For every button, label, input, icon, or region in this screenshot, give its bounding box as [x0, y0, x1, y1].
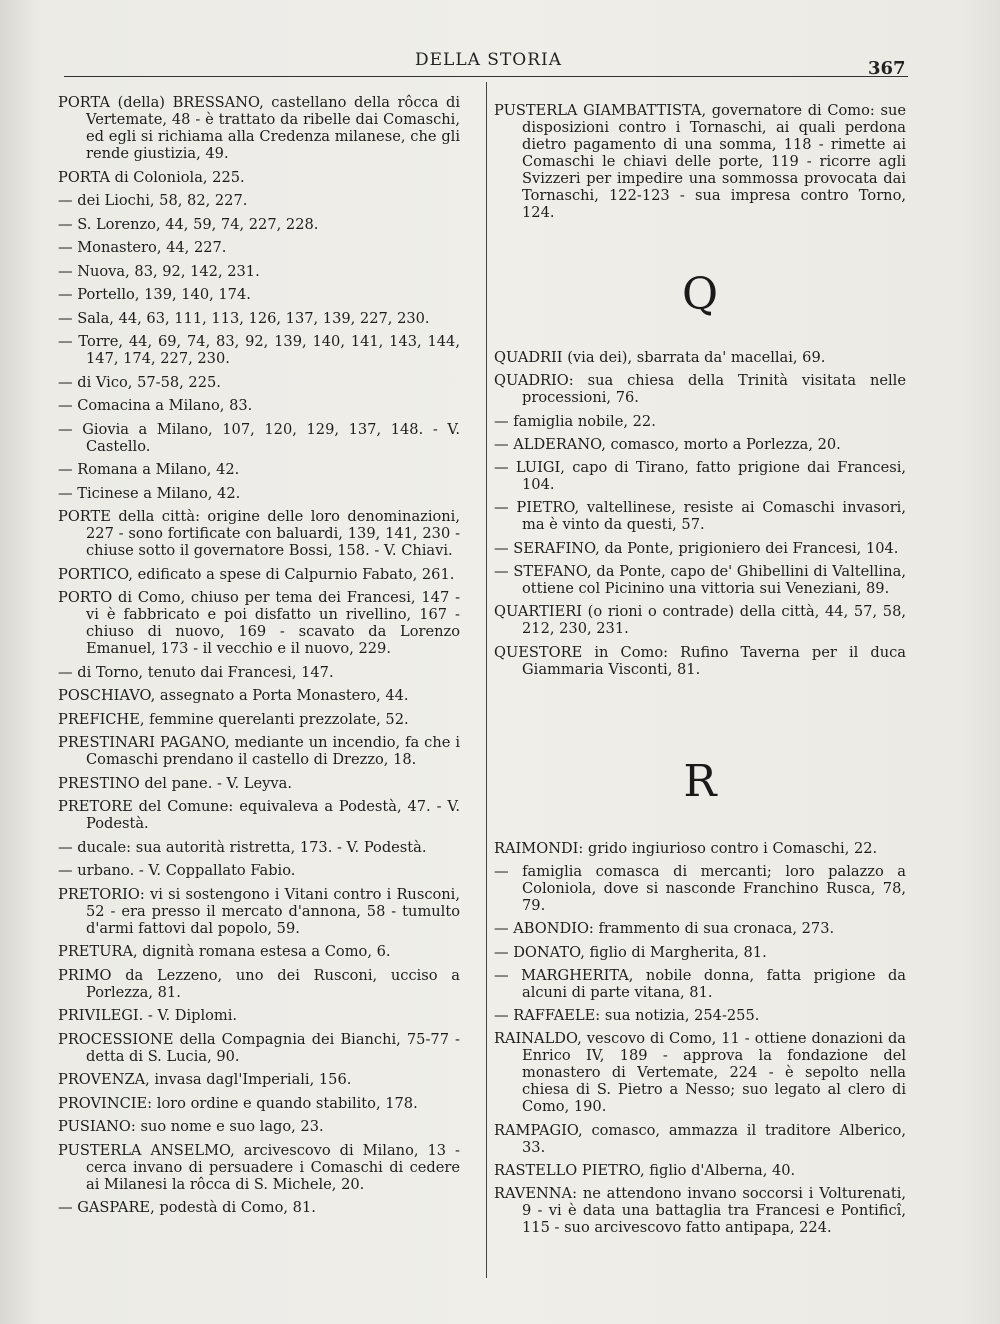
column-divider [486, 82, 487, 1278]
index-entry: — MARGHERITA, nobile donna, fatta prigione da alcuni di parte vitana, 81. [494, 966, 906, 1001]
index-entry: — Comacina a Milano, 83. [58, 397, 253, 414]
index-entry: — ALDERANO, comasco, morto a Porlezza, 20. [494, 435, 841, 453]
index-entry: — famiglia comasca di mercanti; loro palazzo a Coloniola, dove si nasconde Franchino Rusca, 78, 79. [494, 862, 906, 914]
index-entry: — ducale: sua autorità ristretta, 173. - V. Podestà. [58, 838, 427, 856]
index-entry: PORTA di Coloniola, 225. [58, 168, 245, 186]
index-entry: — famiglia nobile, 22. [494, 412, 656, 430]
index-entry: PORTO di Como, chiuso per tema dei Francesi, 147 - vi è fabbricato e poi disfatto un rivellino, 167 - chiuso di nuovo, 169 - scavato da Lorenzo Emanuel, 173 - il vecchio e il nuovo, 229. [58, 589, 460, 657]
index-entry: — Sala, 44, 63, 111, 113, 126, 137, 139, 227, 230. [58, 309, 430, 327]
index-entry: RASTELLO PIETRO, figlio d'Alberna, 40. [494, 1162, 796, 1180]
section-letter-q: Q [681, 269, 719, 320]
section-letter-r: R [683, 755, 717, 807]
index-entry: PORTE della città: origine delle loro denominazioni, 227 - sono fortificate con baluardi, 139, 141, 230 - chiuse sotto il governatore Bossi, 158. - V. Chiavi. [58, 508, 460, 559]
index-entry: — di Torno, tenuto dai Francesi, 147. [58, 663, 334, 681]
index-entry: PRESTINARI PAGANO, mediante un incendio, fa che i Comaschi prendano il castello di Drezzo, 18. [58, 734, 460, 768]
index-entry: — SERAFINO, da Ponte, prigioniero dei Francesi, 104. [494, 539, 899, 557]
index-entry: — Giovia a Milano, 107, 120, 129, 137, 148. - V. Castello. [58, 420, 460, 455]
index-entry: — RAFFAELE: sua notizia, 254-255. [494, 1007, 760, 1025]
index-entry: POSCHIAVO, assegnato a Porta Monastero, 44. [58, 687, 409, 704]
page-number: 367 [868, 58, 906, 79]
index-entry: PROCESSIONE della Compagnia dei Bianchi, 75-77 - detta di S. Lucia, 90. [58, 1030, 460, 1065]
index-entry: QUADRII (via dei), sbarrata da' macellai, 69. [494, 349, 826, 366]
index-entry: RAMPAGIO, comasco, ammazza il traditore Alberico, 33. [494, 1121, 906, 1156]
index-entry: PUSTERLA ANSELMO, arcivescovo di Milano, 13 - cerca invano di persuadere i Comaschi di cedere ai Milanesi la rôcca di S. Michele, 20. [58, 1141, 460, 1193]
index-entry: — S. Lorenzo, 44, 59, 74, 227, 228. [58, 215, 319, 233]
index-entry: — STEFANO, da Ponte, capo de' Ghibellini di Valtellina, ottiene col Picinino una vittoria sui Veneziani, 89. [494, 563, 906, 598]
index-entry: PRETURA, dignità romana estesa a Como, 6. [58, 943, 391, 960]
index-entry: RAIMONDI: grido ingiurioso contro i Comaschi, 22. [494, 839, 878, 857]
index-entry: PREFICHE, femmine querelanti prezzolate, 52. [58, 710, 409, 728]
index-entry: — ABONDIO: frammento di sua cronaca, 273. [494, 920, 835, 938]
index-entry: RAVENNA: ne attendono invano soccorsi i Volturenati, 9 - vi è data una battaglia tra Francesi e Pontificî, 115 - suo arcivescovo fatto antipapa, 224. [494, 1185, 906, 1237]
index-entry: RAINALDO, vescovo di Como, 11 - ottiene donazioni da Enrico IV, 189 - approva la fondazione del monastero di Vertemate, 224 - è sepolto nella chiesa di S. Pietro a Nesso; suo legato al clero di Como, 190. [494, 1030, 906, 1116]
index-entry: — di Vico, 57-58, 225. [58, 373, 221, 391]
index-entry: PRESTINO del pane. - V. Leyva. [58, 774, 292, 792]
index-entry: — Nuova, 83, 92, 142, 231. [58, 262, 260, 280]
index-entry: — Ticinese a Milano, 42. [58, 484, 241, 502]
index-entry: — Romana a Milano, 42. [58, 461, 240, 478]
index-entry: — LUIGI, capo di Tirano, fatto prigione dai Francesi, 104. [494, 459, 906, 494]
index-entry: — DONATO, figlio di Margherita, 81. [494, 943, 767, 961]
index-entry: PORTICO, edificato a spese di Calpurnio Fabato, 261. [58, 565, 455, 583]
index-entry: PRETORE del Comune: equivaleva a Podestà, 47. - V. Podestà. [58, 798, 460, 832]
index-entry: — urbano. - V. Coppallato Fabio. [58, 862, 296, 879]
running-head: DELLA STORIA [415, 50, 563, 70]
index-entry: — GASPARE, podestà di Como, 81. [58, 1199, 316, 1216]
index-entry: — Torre, 44, 69, 74, 83, 92, 139, 140, 141, 143, 144, 147, 174, 227, 230. [58, 333, 460, 367]
index-entry: PRIMO da Lezzeno, uno dei Rusconi, ucciso a Porlezza, 81. [58, 966, 460, 1001]
index-entry: PORTA (della) BRESSANO, castellano della rôcca di Vertemate, 48 - è trattato da ribelle dai Comaschi, ed egli si richiama alla Credenza milanese, che gli rende giustizia, 49. [58, 94, 460, 162]
index-entry: — Monastero, 44, 227. [58, 239, 227, 256]
index-entry: QUESTORE in Como: Rufino Taverna per il duca Giammaria Visconti, 81. [494, 643, 906, 678]
index-entry: QUADRIO: sua chiesa della Trinità visitata nelle processioni, 76. [494, 372, 906, 407]
left-column [58, 94, 460, 1223]
index-entry: PRETORIO: vi si sostengono i Vitani contro i Rusconi, 52 - era presso il mercato d'annona, 58 - tumulto d'armi fattovi dal popolo, 59. [58, 885, 460, 937]
index-entry: PUSIANO: suo nome e suo lago, 23. [58, 1118, 324, 1135]
index-entry: PRIVILEGI. - V. Diplomi. [58, 1007, 238, 1024]
index-entry: — Portello, 139, 140, 174. [58, 286, 251, 303]
index-entry: PUSTERLA GIAMBATTISTA, governatore di Como: sue disposizioni contro i Tornaschi, ai quali perdona dietro pagamento di una somma, 118 - rimette ai Comaschi le chiavi delle porte, 119 - ricorre agli Svizzeri per impedire una sommossa provocata dai Tornaschi, 122-123 - sua impresa contro Torno, 124. [494, 102, 906, 221]
index-entry: PROVINCIE: loro ordine e quando stabilito, 178. [58, 1094, 418, 1112]
index-entry: PROVENZA, invasa dagl'Imperiali, 156. [58, 1071, 352, 1088]
index-entry: — dei Liochi, 58, 82, 227. [58, 192, 248, 209]
index-entry: QUARTIERI (o rioni o contrade) della città, 44, 57, 58, 212, 230, 231. [494, 603, 906, 638]
header-rule [64, 76, 908, 77]
index-entry: — PIETRO, valtellinese, resiste ai Comaschi invasori, ma è vinto da questi, 57. [494, 499, 906, 534]
right-column [494, 102, 906, 1243]
